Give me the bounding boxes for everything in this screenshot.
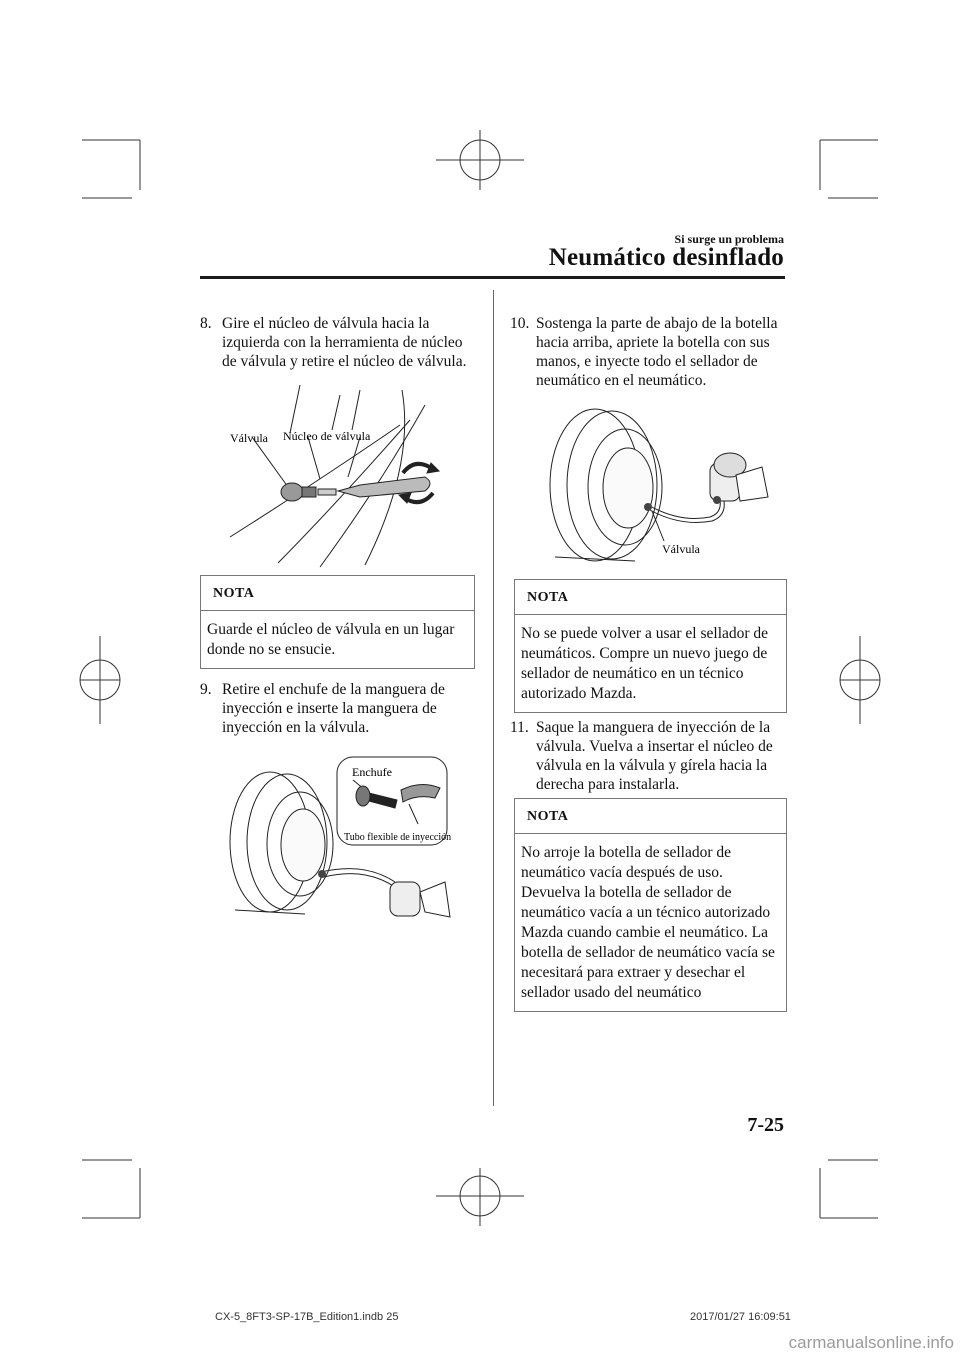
- page-number: 7-25: [747, 1114, 784, 1136]
- step-number: 9.: [200, 681, 212, 698]
- footer-file-info: CX-5_8FT3-SP-17B_Edition1.indb 25: [215, 1311, 399, 1323]
- injection-hose-figure: [225, 752, 455, 927]
- step-9: [200, 680, 475, 737]
- note-heading: NOTA: [201, 576, 474, 611]
- valve-core-figure: [220, 385, 480, 570]
- column-divider: [493, 290, 494, 1106]
- note-text: No arroje la botella de sellador de neumático vacía después de uso. Devuelva la botella de sellador de neumático vacía a un técnico autorizado Mazda cuando cambie el neumático. La botella de sellador de neumático vacía se necesitará para extraer y desechar el sellador usado del neumático: [521, 844, 775, 1001]
- step-text: Sostenga la parte de abajo de la botella hacia arriba, apriete la botella con sus manos, e inyecte todo el sellador de neumático en el neumático.: [536, 315, 778, 389]
- note-text: No se puede volver a usar el sellador de neumáticos. Compre un nuevo juego de sellador de neumático en un técnico autorizado Mazda.: [521, 625, 769, 702]
- section-label: Si surge un problema: [674, 232, 784, 246]
- step-text: Retire el enchufe de la manguera de inyección e inserte la manguera de inyección en la válvula.: [222, 681, 445, 736]
- label-valve: Válvula: [662, 542, 700, 556]
- note-box-1: [200, 575, 475, 669]
- header-rule: [200, 276, 785, 279]
- note-box-2: [514, 579, 787, 713]
- step-number: 8.: [200, 315, 212, 332]
- step-text: Gire el núcleo de válvula hacia la izquierda con la herramienta de núcleo de válvula y retire el núcleo de válvula.: [222, 315, 467, 370]
- step-number: 11.: [510, 719, 529, 736]
- step-11: [510, 718, 785, 794]
- label-valve-core: Núcleo de válvula: [283, 429, 371, 443]
- footer-date-info: 2017/01/27 16:09:51: [690, 1311, 791, 1323]
- step-number: 10.: [510, 315, 530, 332]
- note-box-3: [514, 798, 787, 1012]
- step-text: Saque la manguera de inyección de la válvula. Vuelva a insertar el núcleo de válvula en la válvula y gírela hacia la derecha para instalarla.: [536, 719, 773, 793]
- step-10: [510, 314, 785, 390]
- bottle-injection-figure: [540, 405, 780, 570]
- label-injection-hose: Tubo flexible de inyección: [344, 832, 452, 843]
- step-8: [200, 314, 475, 371]
- page-title: Neumático desinflado: [548, 244, 784, 271]
- label-valve: Válvula: [230, 431, 268, 445]
- note-text: Guarde el núcleo de válvula en un lugar donde no se ensucie.: [207, 621, 455, 658]
- label-plug: Enchufe: [352, 765, 392, 779]
- watermark: carmanualsonline.info: [788, 1333, 954, 1352]
- note-heading: NOTA: [515, 580, 786, 615]
- note-heading: NOTA: [515, 799, 786, 834]
